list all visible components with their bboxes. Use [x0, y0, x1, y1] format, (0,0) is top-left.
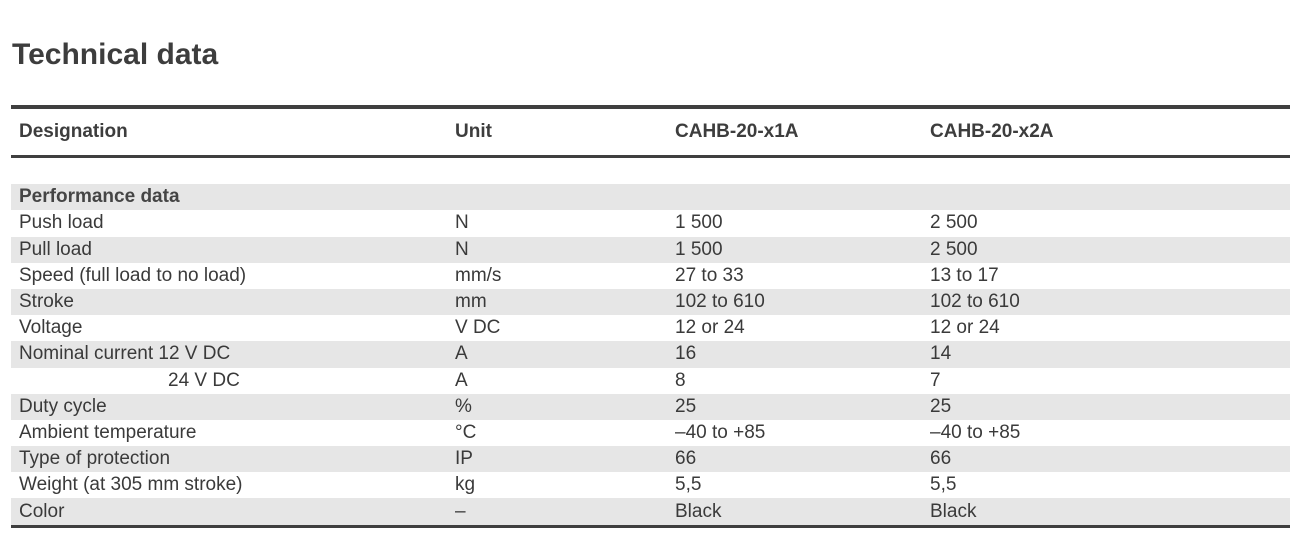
header-unit: Unit: [447, 107, 667, 157]
designation-cell: Nominal current 12 V DC: [11, 341, 447, 367]
x1a-value-cell: 1 500: [667, 237, 922, 263]
section-label: Performance data: [11, 184, 1290, 210]
unit-cell: A: [455, 369, 468, 391]
x1a-value-cell: 25: [667, 394, 922, 420]
designation-cell: Speed (full load to no load): [19, 264, 247, 286]
designation-cell: Stroke: [11, 289, 447, 315]
unit-cell: –: [447, 498, 667, 526]
designation-cell: Ambient temperature: [19, 421, 197, 443]
table-row: [11, 289, 1290, 315]
table-row: [11, 472, 1290, 498]
technical-data-table: [11, 105, 1290, 528]
table-row: [11, 420, 1290, 446]
section-row-performance: [11, 184, 1290, 210]
x1a-value-cell: Black: [667, 498, 922, 526]
x2a-value-cell: 13 to 17: [930, 264, 999, 286]
unit-cell: V DC: [455, 317, 501, 339]
unit-cell: %: [447, 394, 667, 420]
header-designation: Designation: [11, 107, 447, 157]
x2a-value-cell: 102 to 610: [922, 289, 1290, 315]
x1a-value-cell: 27 to 33: [675, 264, 744, 286]
designation-cell: Weight (at 305 mm stroke): [19, 474, 243, 496]
designation-cell: Color: [11, 498, 447, 526]
header-cahb-20-x1a: CAHB-20-x1A: [667, 107, 922, 157]
x2a-value-cell: 2 500: [930, 212, 978, 234]
table-row: [11, 446, 1290, 472]
header-spacer: [11, 157, 1290, 185]
x1a-value-cell: 102 to 610: [667, 289, 922, 315]
table-row: [11, 394, 1290, 420]
designation-cell: 24 V DC: [168, 369, 240, 391]
x1a-value-cell: 8: [675, 369, 686, 391]
designation-cell: Type of protection: [11, 446, 447, 472]
designation-cell: Duty cycle: [11, 394, 447, 420]
table-row: [11, 368, 1290, 394]
unit-cell: N: [447, 237, 667, 263]
x2a-value-cell: 25: [922, 394, 1290, 420]
designation-cell: Push load: [19, 212, 104, 234]
table-row: [11, 315, 1290, 341]
x2a-value-cell: 7: [930, 369, 941, 391]
x1a-value-cell: 12 or 24: [675, 317, 745, 339]
unit-cell: kg: [455, 474, 476, 496]
table-row: [11, 341, 1290, 367]
x1a-value-cell: 5,5: [675, 474, 702, 496]
x2a-value-cell: 66: [922, 446, 1290, 472]
designation-cell: Pull load: [11, 237, 447, 263]
x2a-value-cell: 14: [922, 341, 1290, 367]
x2a-value-cell: 5,5: [930, 474, 957, 496]
x2a-value-cell: 2 500: [922, 237, 1290, 263]
table-header-row: [11, 107, 1290, 157]
table-row: [11, 237, 1290, 263]
table-row: [11, 263, 1290, 289]
spacer-cell: [11, 157, 1290, 185]
x1a-value-cell: –40 to +85: [675, 421, 766, 443]
unit-cell: °C: [455, 421, 477, 443]
x1a-value-cell: 1 500: [675, 212, 723, 234]
table-row: [11, 498, 1290, 526]
unit-cell: mm: [447, 289, 667, 315]
x2a-value-cell: Black: [922, 498, 1290, 526]
unit-cell: N: [455, 212, 469, 234]
unit-cell: IP: [447, 446, 667, 472]
unit-cell: mm/s: [455, 264, 502, 286]
x2a-value-cell: 12 or 24: [930, 317, 1000, 339]
header-cahb-20-x2a: CAHB-20-x2A: [922, 107, 1290, 157]
x2a-value-cell: –40 to +85: [930, 421, 1021, 443]
designation-cell: Voltage: [19, 317, 83, 339]
table-row: [11, 210, 1290, 236]
x1a-value-cell: 66: [667, 446, 922, 472]
page-title: Technical data: [12, 38, 219, 71]
unit-cell: A: [447, 341, 667, 367]
x1a-value-cell: 16: [667, 341, 922, 367]
